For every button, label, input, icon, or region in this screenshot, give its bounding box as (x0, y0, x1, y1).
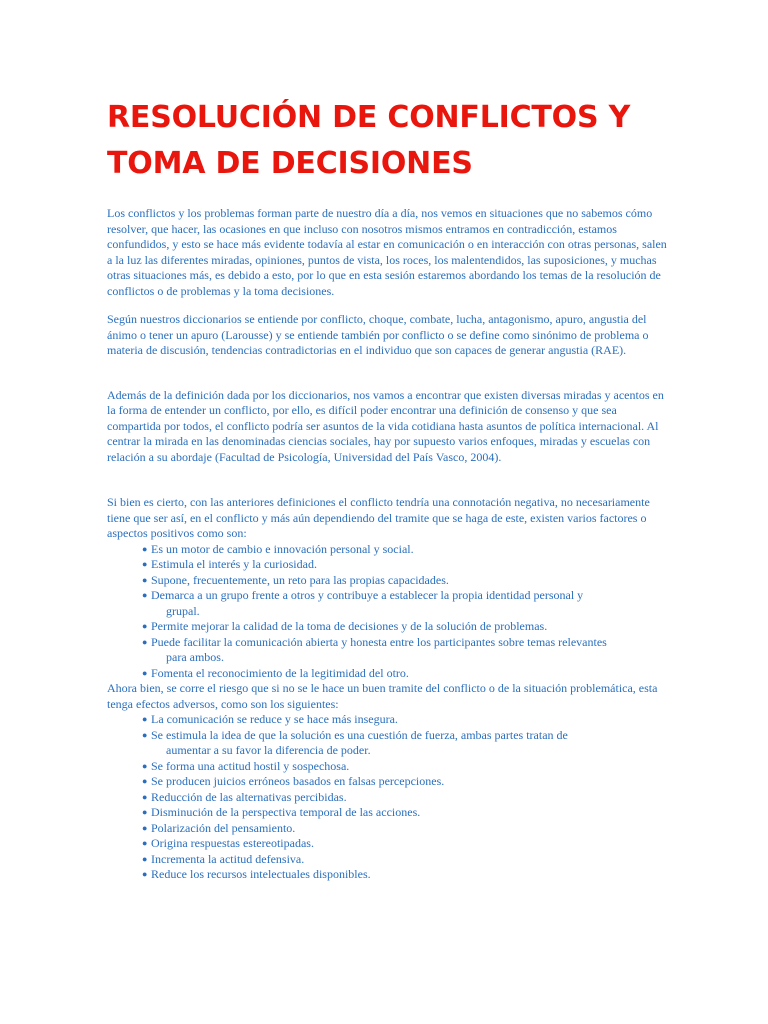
bullet-icon: ● (142, 853, 148, 864)
positive-aspect-item-text: Puede facilitar la comunicación abierta y honesta entre los participantes sobre temas relevantes (151, 634, 607, 649)
paragraph-definition: Según nuestros diccionarios se entiende por conflicto, choque, combate, lucha, antagonismo, apuro, angustia del ánimo o tener un apuro (Larousse) y se entiende también por conflicto o se define como sinónimo de problema o materia de discusión, tendencias contradictorias en el individuo que son capaces de generar angustia (RAE). (107, 312, 649, 357)
positive-aspect-item-text: Supone, frecuentemente, un reto para las propias capacidades. (151, 572, 449, 587)
bullet-icon: ● (142, 869, 148, 879)
positive-aspect-item-text: Demarca a un grupo frente a otros y contribuye a establecer la propia identidad personal y (151, 588, 584, 602)
bullet-icon: ● (142, 543, 148, 554)
negative-effect-item (142, 712, 667, 728)
bullet-icon: ● (142, 807, 148, 817)
negative-effect-item (142, 790, 667, 806)
paragraph-negative-intro: Ahora bien, se corre el riesgo que si no se le hace un buen tramite del conflicto o de la situación problemática, esta tenga efectos adversos, como son los siguientes: (107, 681, 658, 711)
positive-aspect-item (142, 635, 667, 666)
bullet-icon: ● (142, 636, 148, 647)
negative-effect-item-continuation: aumentar a su favor la diferencia de poder. (166, 743, 371, 757)
positive-aspect-item (142, 666, 667, 682)
negative-effect-item (142, 759, 667, 775)
negative-effect-item-text: Origina respuestas estereotipadas. (151, 836, 314, 850)
negative-effect-item-text: Disminución de la perspectiva temporal de las acciones. (151, 805, 421, 819)
bullet-icon: ● (142, 559, 148, 569)
negative-effect-item-text: Polarización del pensamiento. (151, 820, 296, 835)
positive-aspect-item-text: Fomenta el reconocimiento de la legitimidad del otro. (151, 665, 409, 680)
negative-effect-item-text: Se forma una actitud hostil y sospechosa. (151, 758, 350, 773)
page-title (107, 95, 707, 187)
negative-effect-item-text: Se estimula la idea de que la solución es una cuestión de fuerza, ambas partes tratan de (151, 727, 568, 742)
bullet-icon: ● (142, 791, 148, 802)
paragraph-positive-intro: Si bien es cierto, con las anteriores definiciones el conflicto tendría una connotación negativa, no necesariamente tiene que ser así, en el conflicto y más aún dependiendo del tramite que se haga de este, existen varios factores o aspectos positivos como son: (107, 495, 650, 540)
positive-aspect-item-text: Permite mejorar la calidad de la toma de decisiones y de la solución de problemas. (151, 619, 548, 633)
document-body (107, 206, 667, 883)
negative-effect-item-text: La comunicación se reduce y se hace más insegura. (151, 712, 398, 726)
negative-effect-item-text: Reduce los recursos intelectuales disponibles. (151, 867, 371, 881)
bullet-icon: ● (142, 714, 148, 724)
page-title-line-2: TOMA DE DECISIONES (107, 146, 473, 181)
negative-effect-item (142, 774, 667, 790)
bullet-icon: ● (142, 574, 148, 585)
bullet-icon: ● (142, 590, 148, 600)
bullet-icon: ● (142, 667, 148, 678)
bullet-icon: ● (142, 621, 148, 631)
negative-effect-item (142, 805, 667, 821)
bullet-icon: ● (142, 760, 148, 771)
positive-aspect-item (142, 557, 667, 573)
paragraph-intro: Los conflictos y los problemas forman parte de nuestro día a día, nos vemos en situaciones que no sabemos cómo resolver, que hacer, las ocasiones en que incluso con nosotros mismos entramos en contradicción, estamos confundidos, y esto se hace más evidente todavía al estar en comunicación o en interacción con otras personas, salen a la luz las diferentes miradas, opiniones, puntos de vista, los roces, los malentendidos, las suposiciones, y muchas otras situaciones más, es debido a esto, por lo que en esta sesión estaremos abordando los temas de la resolución de conflictos o de problemas y la toma decisiones. (107, 206, 667, 298)
bullet-icon: ● (142, 822, 148, 833)
positive-aspects-list (107, 542, 667, 682)
negative-effect-item (142, 821, 667, 837)
negative-effect-item-text: Se producen juicios erróneos basados en falsas percepciones. (151, 774, 445, 788)
page-title-line-1: RESOLUCIÓN DE CONFLICTOS Y (107, 100, 631, 135)
negative-effect-item-text: Reducción de las alternativas percibidas. (151, 789, 347, 804)
positive-aspect-item (142, 619, 667, 635)
negative-effect-item (142, 867, 667, 883)
positive-aspect-item-continuation: para ambos. (166, 650, 224, 664)
positive-aspect-item (142, 573, 667, 589)
positive-aspect-item-text: Estimula el interés y la curiosidad. (151, 557, 317, 571)
negative-effect-item (142, 728, 667, 759)
negative-effect-item (142, 836, 667, 852)
positive-aspect-item (142, 542, 667, 558)
bullet-icon: ● (142, 838, 148, 848)
negative-effect-item (142, 852, 667, 868)
negative-effect-item-text: Incrementa la actitud defensiva. (151, 851, 305, 866)
positive-aspect-item-continuation: grupal. (166, 603, 200, 618)
bullet-icon: ● (142, 776, 148, 786)
bullet-icon: ● (142, 729, 148, 740)
negative-effects-list (107, 712, 667, 883)
positive-aspect-item-text: Es un motor de cambio e innovación personal y social. (151, 541, 414, 556)
paragraph-perspectives: Además de la definición dada por los diccionarios, nos vamos a encontrar que existen diversas miradas y acentos en la forma de entender un conflicto, por ello, es difícil poder encontrar una definición de consenso y que sea compartida por todos, el conflicto podría ser asuntos de la vida cotidiana hasta asuntos de política internacional. Al centrar la mirada en las denominadas ciencias sociales, hay por supuesto varios enfoques, miradas y escuelas con relación a su abordaje (Facultad de Psicología, Universidad del País Vasco, 2004). (107, 387, 664, 464)
positive-aspect-item (142, 588, 667, 619)
